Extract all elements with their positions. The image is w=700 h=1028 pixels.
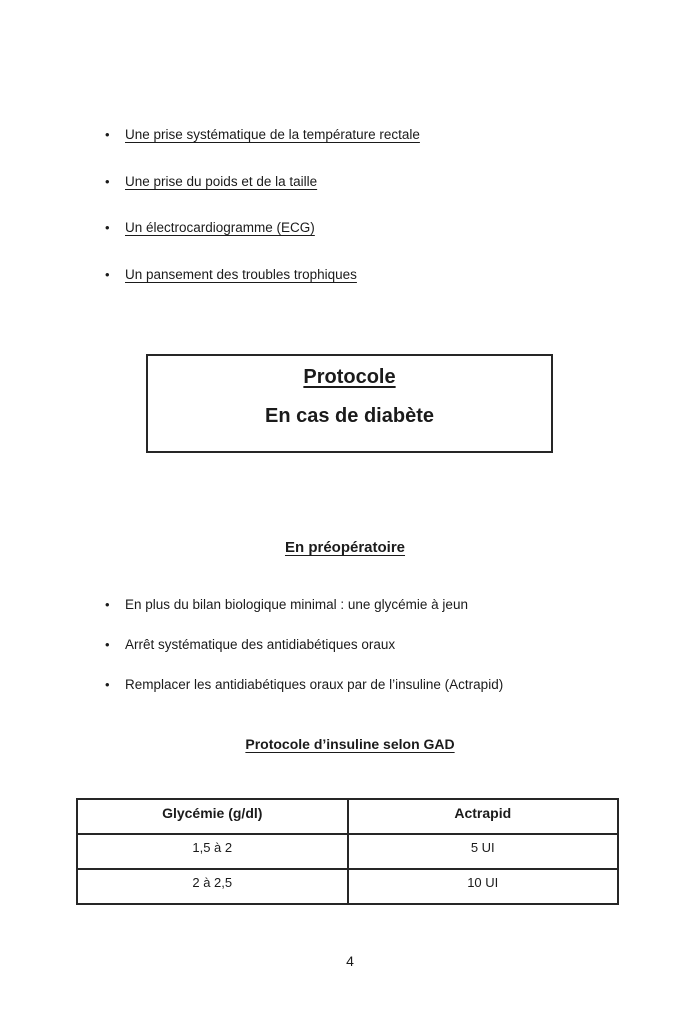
bullet-icon: •	[105, 127, 110, 142]
protocol-box-title: Protocole	[303, 366, 396, 388]
column-header-glycemie: Glycémie (g/dl)	[77, 799, 348, 834]
table-cell-glycemie-range: 1,5 à 2	[77, 834, 348, 869]
exam-checklist	[105, 128, 420, 314]
list-item-text: Remplacer les antidiabétiques oraux par de l’insuline (Actrapid)	[125, 677, 504, 692]
preop-instruction-list	[105, 598, 503, 718]
list-item	[105, 175, 420, 189]
page-number: 4	[346, 953, 354, 969]
list-item-text: Une prise systématique de la température rectale	[125, 127, 420, 142]
table-cell-actrapid-dose: 5 UI	[348, 834, 619, 869]
protocol-box-subtitle: En cas de diabète	[265, 405, 434, 427]
list-item-text: En plus du bilan biologique minimal : une glycémie à jeun	[125, 597, 468, 612]
bullet-icon: •	[105, 637, 110, 652]
table-cell-glycemie-range: 2 à 2,5	[77, 869, 348, 904]
list-item-text: Arrêt systématique des antidiabétiques oraux	[125, 637, 396, 652]
table-cell-actrapid-dose: 10 UI	[348, 869, 619, 904]
list-item-text: Une prise du poids et de la taille	[125, 173, 318, 189]
list-item	[105, 221, 420, 235]
list-item	[105, 598, 503, 612]
bullet-icon: •	[105, 266, 110, 282]
list-item	[105, 268, 420, 282]
protocol-title-box	[146, 354, 553, 453]
table-row	[77, 869, 618, 904]
preop-section-heading: En préopératoire	[284, 539, 406, 556]
bullet-icon: •	[105, 220, 110, 235]
bullet-icon: •	[105, 677, 110, 692]
list-item	[105, 678, 503, 692]
bullet-icon: •	[105, 173, 110, 189]
list-item-text: Un pansement des troubles trophiques	[125, 266, 357, 282]
table-header-row	[77, 799, 618, 834]
insulin-dosage-table	[76, 798, 619, 905]
bullet-icon: •	[105, 597, 110, 612]
insulin-protocol-heading: Protocole d’insuline selon GAD	[245, 736, 455, 752]
table-row	[77, 834, 618, 869]
column-header-actrapid: Actrapid	[348, 799, 619, 834]
list-item	[105, 128, 420, 142]
list-item	[105, 638, 503, 652]
list-item-text: Un électrocardiogramme (ECG)	[125, 220, 315, 235]
